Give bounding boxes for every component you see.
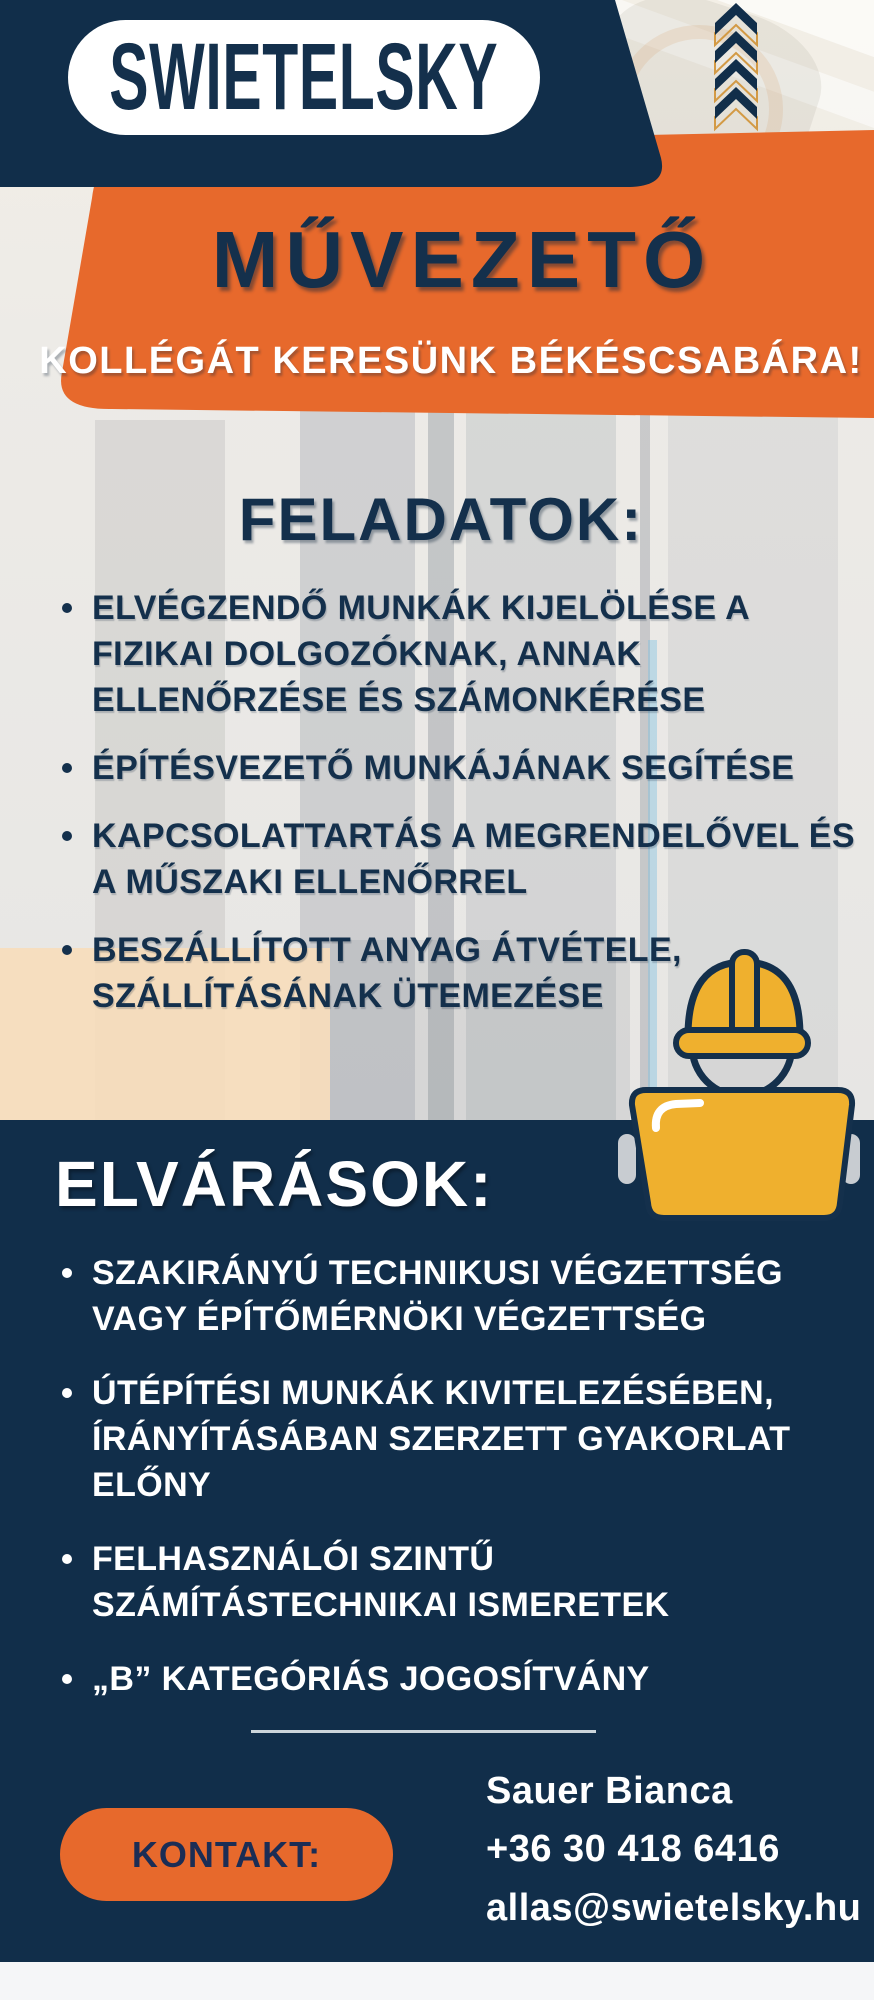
task-item-text: ELVÉGZENDŐ MUNKÁK KIJELÖLÉSE A FIZIKAI DOLGOZÓKNAK, ANNAK ELLENŐRZÉSE ÉS SZÁMONKÉRÉSE — [92, 589, 749, 719]
job-title: MŰVEZETŐ — [211, 215, 713, 304]
bullet-dot-icon — [62, 831, 72, 841]
contact-divider — [251, 1730, 596, 1733]
construction-worker-icon — [600, 938, 874, 1238]
requirement-item — [62, 1536, 867, 1628]
contact-email[interactable]: allas@swietelsky.hu — [486, 1887, 862, 1929]
bullet-dot-icon — [62, 1388, 72, 1398]
tasks-heading: FELADATOK: — [238, 486, 644, 553]
bullet-dot-icon — [62, 945, 72, 955]
requirement-item-text: SZAKIRÁNYÚ TECHNIKUSI VÉGZETTSÉG VAGY ÉPÍTŐMÉRNÖKI VÉGZETTSÉG — [92, 1254, 783, 1338]
requirement-item-text: „B” KATEGÓRIÁS JOGOSÍTVÁNY — [92, 1660, 650, 1698]
requirement-item-text: FELHASZNÁLÓI SZINTŰ SZÁMÍTÁSTECHNIKAI ISMERETEK — [92, 1540, 670, 1624]
bullet-dot-icon — [62, 763, 72, 773]
bullet-dot-icon — [62, 1268, 72, 1278]
kontakt-button-label: KONTAKT: — [131, 1833, 322, 1875]
bullet-dot-icon — [62, 1674, 72, 1684]
task-item-text: ÉPÍTÉSVEZETŐ MUNKÁJÁNAK SEGÍTÉSE — [92, 749, 795, 787]
contact-name: Sauer Bianca — [486, 1770, 733, 1812]
requirement-item — [62, 1656, 867, 1702]
task-item — [62, 745, 867, 791]
task-item-text: BESZÁLLÍTOTT ANYAG ÁTVÉTELE, SZÁLLÍTÁSÁNAK ÜTEMEZÉSE — [92, 931, 682, 1015]
contact-phone[interactable]: +36 30 418 6416 — [486, 1828, 780, 1870]
requirement-item-text: ÚTÉPÍTÉSI MUNKÁK KIVITELEZÉSÉBEN, ÍRÁNYÍTÁSÁBAN SZERZETT GYAKORLAT ELŐNY — [92, 1374, 791, 1504]
task-item — [62, 585, 867, 723]
requirements-list — [62, 1250, 867, 1730]
task-item — [62, 813, 867, 905]
bullet-dot-icon — [62, 1554, 72, 1564]
brand-logo-text: SWIETELSKY — [109, 24, 499, 130]
bottom-strip — [0, 1962, 874, 2000]
requirement-item — [62, 1250, 867, 1342]
requirements-heading: ELVÁRÁSOK: — [55, 1148, 494, 1220]
brand-logo — [68, 20, 540, 135]
job-subtitle: KOLLÉGÁT KERESÜNK BÉKÉSCSABÁRA! — [39, 340, 863, 382]
bullet-dot-icon — [62, 603, 72, 613]
kontakt-button[interactable] — [60, 1808, 393, 1901]
chevrons-up-icon — [713, 2, 759, 132]
requirement-item — [62, 1370, 867, 1508]
task-item-text: KAPCSOLATTARTÁS A MEGRENDELŐVEL ÉS A MŰSZAKI ELLENŐRREL — [92, 817, 855, 901]
